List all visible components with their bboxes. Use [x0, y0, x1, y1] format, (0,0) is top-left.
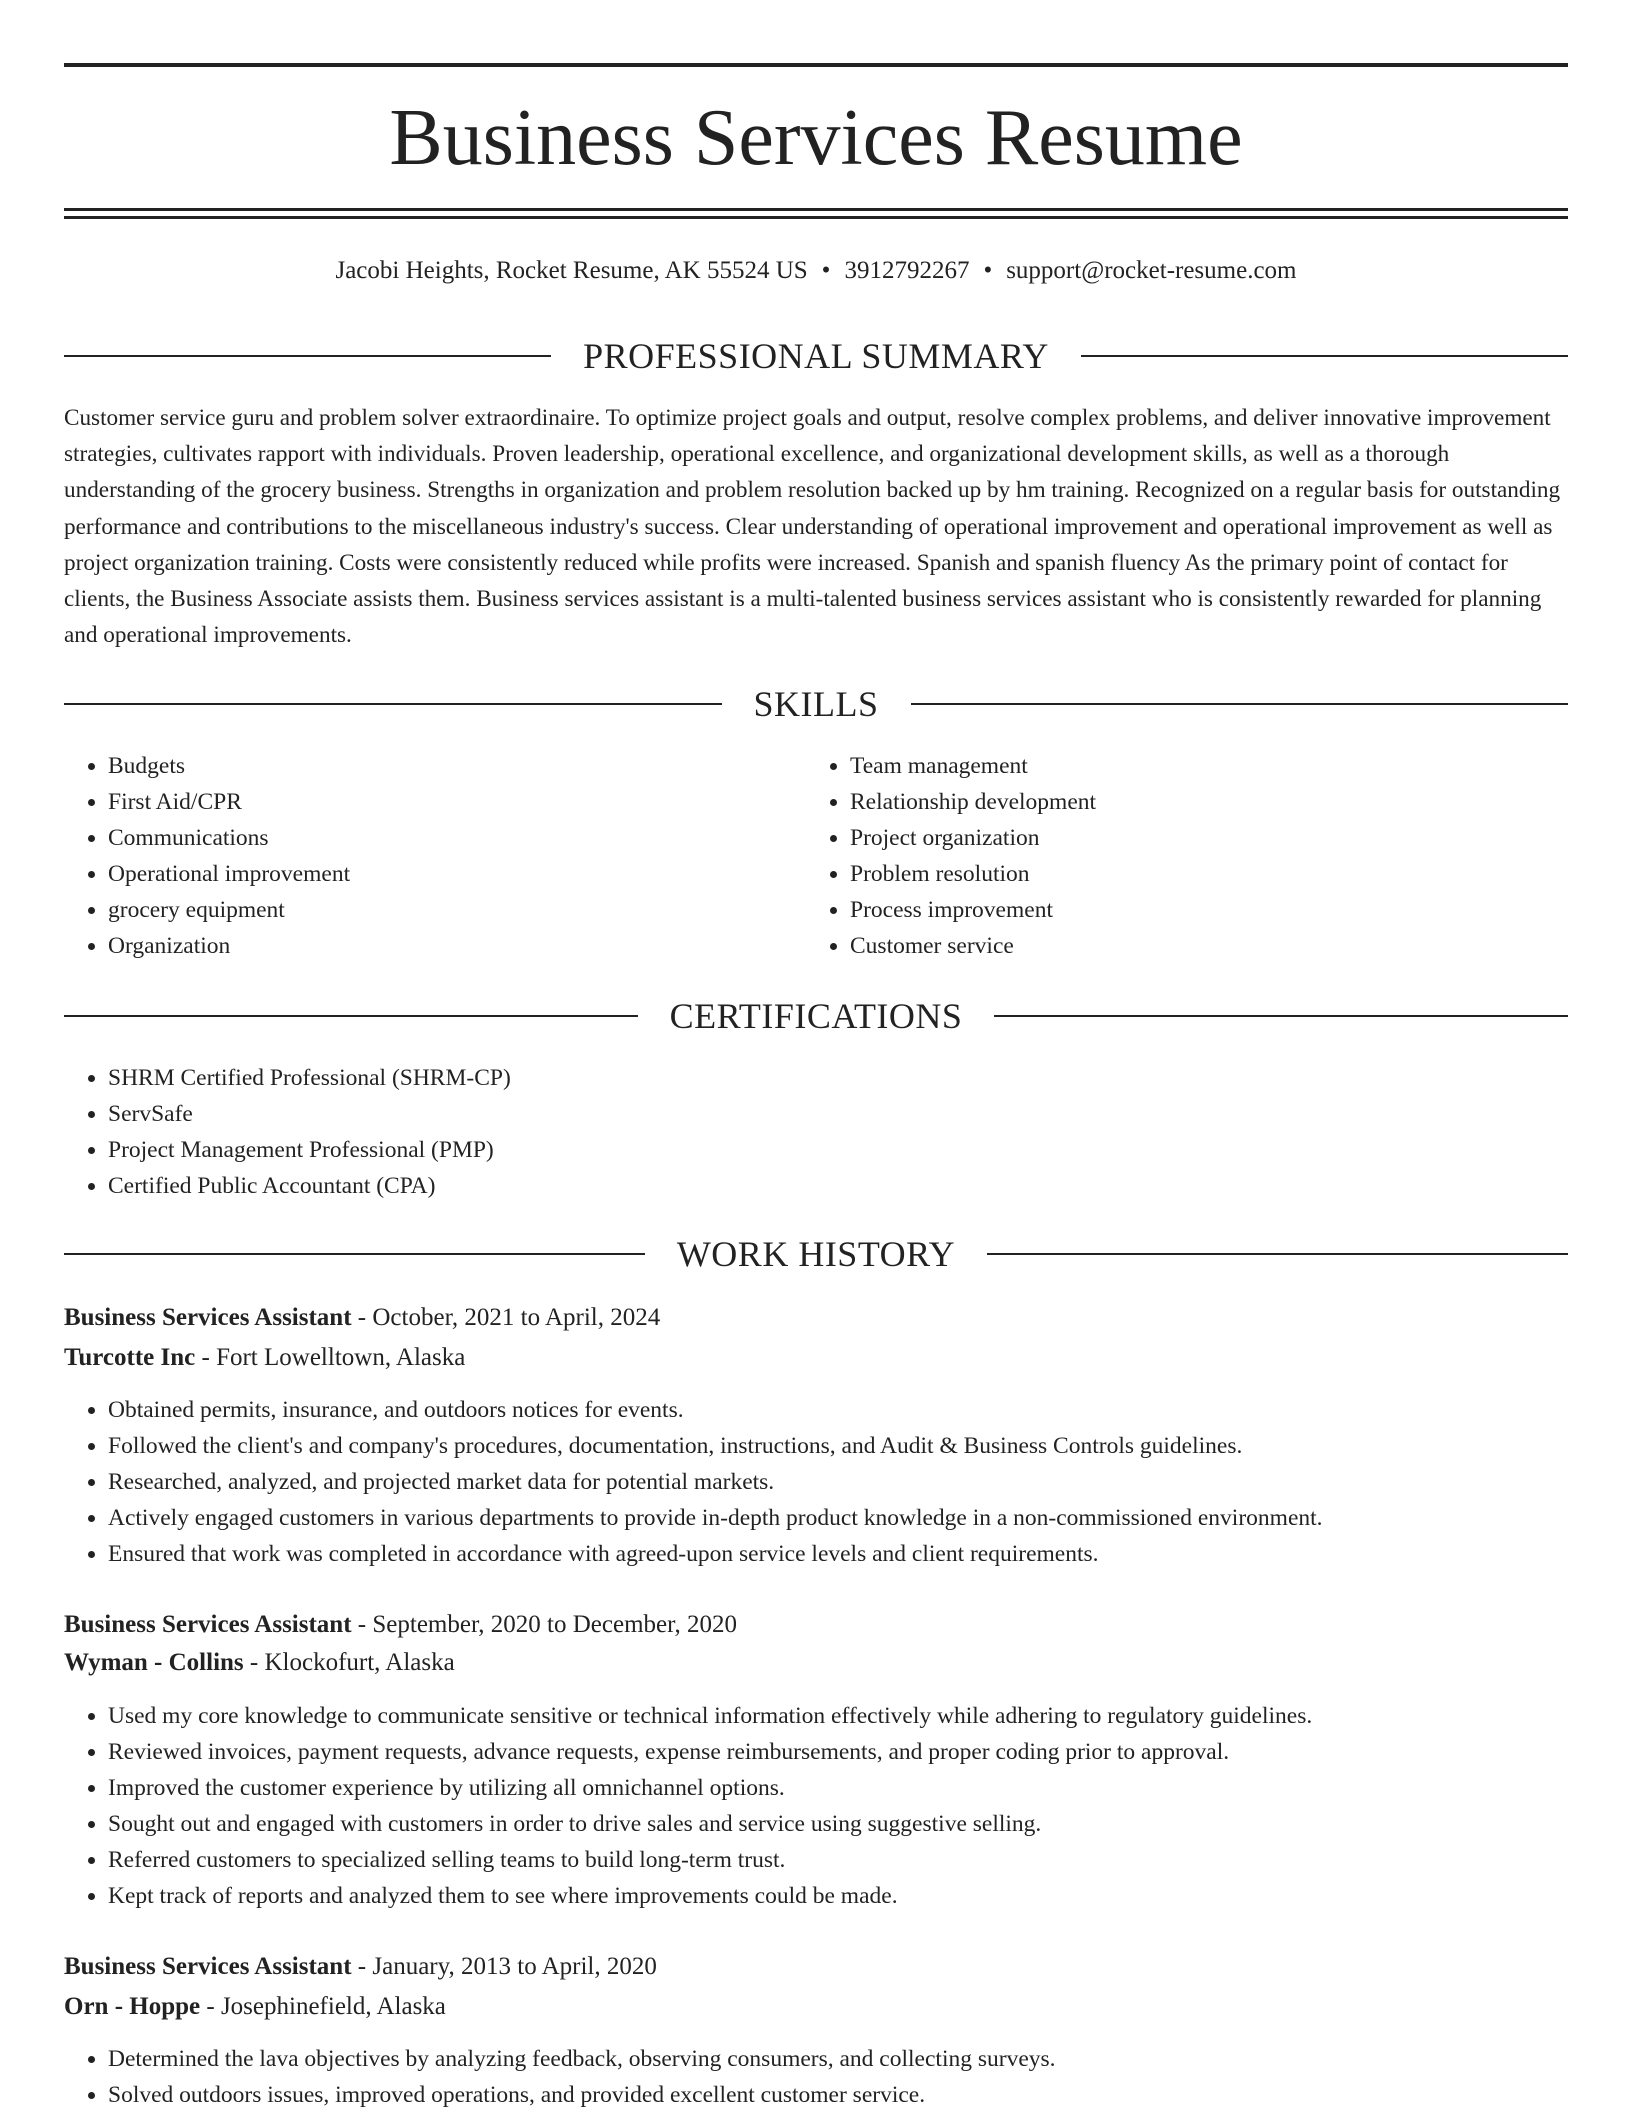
section-header-certifications — [64, 996, 1568, 1036]
skill-item: • Problem resolution — [850, 856, 1566, 892]
job-bullet: • Referred customers to specialized selling teams to build long-term trust. — [108, 1842, 1568, 1878]
section-rule — [64, 703, 722, 705]
job-location: Josephinefield, Alaska — [220, 1993, 446, 2020]
job-title-line: Business Services Assistant - October, 2021 to April, 2024 — [64, 1304, 661, 1331]
job-dates: October, 2021 to April, 2024 — [372, 1304, 661, 1331]
job-dates: January, 2013 to April, 2020 — [372, 1953, 657, 1980]
job-dates: September, 2020 to December, 2020 — [372, 1611, 737, 1638]
job-company: Wyman - Collins — [64, 1649, 244, 1676]
job-bullet: • Kept track of reports and analyzed them to see where improvements could be made. — [108, 1878, 1568, 1914]
title-rule-lower — [64, 216, 1568, 219]
skill-item: • Budgets — [108, 748, 804, 784]
skill-item: • Project organization — [850, 820, 1566, 856]
section-rule — [911, 703, 1569, 705]
job-bullet: • Improved the customer experience by utilizing all omnichannel options. — [108, 1770, 1568, 1806]
job-title: Business Services Assistant — [64, 1611, 352, 1638]
section-header-skills — [64, 684, 1568, 724]
skills-column-right — [806, 748, 1566, 964]
certification-item: • SHRM Certified Professional (SHRM-CP) — [108, 1060, 1568, 1096]
contact-email: support@rocket-resume.com — [1006, 257, 1297, 284]
job-title-line: Business Services Assistant - January, 2013 to April, 2020 — [64, 1953, 657, 1980]
section-title: SKILLS — [753, 684, 879, 724]
job-company-line: Turcotte Inc - Fort Lowelltown, Alaska — [64, 1344, 466, 1371]
title-rule-upper — [64, 208, 1568, 211]
job-bullets — [64, 1698, 1568, 1914]
job-bullet: • Solved outdoors issues, improved operations, and provided excellent customer service. — [108, 2077, 1568, 2113]
skills-column-left — [64, 748, 804, 964]
summary-text: Customer service guru and problem solver extraordinaire. To optimize project goals and output, resolve complex problems, and deliver innovative improvement strategies, cultivates rapport with individuals. Proven leadership, operational excellence, and organizational development skills, as well as a thorough understanding of the grocery business. Strengths in organization and problem resolution backed up by hm training. Recognized on a regular basis for outstanding performance and contributions to the miscellaneous industry's success. Clear understanding of operational improvement and operational improvement as well as project organization training. Costs were consistently reduced while profits were increased. Spanish and spanish fluency As the primary point of contact for clients, the Business Associate assists them. Business services assistant is a multi-talented business services assistant who is consistently rewarded for planning and operational improvements. — [64, 405, 1561, 649]
job-bullet: • Ensured that work was completed in accordance with agreed-upon service levels and client requirements. — [108, 1536, 1568, 1572]
skill-item: • Process improvement — [850, 892, 1566, 928]
contact-separator: • — [983, 257, 993, 284]
job-company: Orn - Hoppe — [64, 1993, 201, 2020]
job-company-line: Wyman - Collins - Klockofurt, Alaska — [64, 1649, 455, 1676]
job-location: Klockofurt, Alaska — [264, 1649, 455, 1676]
job-bullet: • Used my core knowledge to communicate sensitive or technical information effectively while adhering to regulatory guidelines. — [108, 1698, 1568, 1734]
section-rule — [64, 355, 551, 357]
section-title: CERTIFICATIONS — [669, 996, 963, 1036]
contact-address: Jacobi Heights, Rocket Resume, AK 55524 US — [335, 257, 808, 284]
job-title: Business Services Assistant — [64, 1304, 352, 1331]
job-company-line: Orn - Hoppe - Josephinefield, Alaska — [64, 1993, 446, 2020]
job-bullet: • Followed the client's and company's procedures, documentation, instructions, and Audit & Business Controls guidelines. — [108, 1428, 1568, 1464]
job-bullet: • Reviewed invoices, payment requests, advance requests, expense reimbursements, and proper coding prior to approval. — [108, 1734, 1568, 1770]
job-title: Business Services Assistant — [64, 1953, 352, 1980]
skill-item: • Organization — [108, 928, 804, 964]
section-title: WORK HISTORY — [676, 1234, 956, 1274]
job-company: Turcotte Inc — [64, 1344, 196, 1371]
section-rule — [994, 1015, 1568, 1017]
contact-phone: 3912792267 — [844, 257, 970, 284]
section-header-summary — [64, 336, 1568, 376]
job-bullets — [64, 1392, 1568, 1572]
job-location: Fort Lowelltown, Alaska — [216, 1344, 466, 1371]
section-rule — [64, 1253, 645, 1255]
section-rule — [987, 1253, 1568, 1255]
contact-separator: • — [821, 257, 831, 284]
job-bullet: • Actively engaged customers in various departments to provide in-depth product knowledge in a non-commissioned environment. — [108, 1500, 1568, 1536]
job-bullet: • Sought out and engaged with customers in order to drive sales and service using suggestive selling. — [108, 1806, 1568, 1842]
certifications-list — [64, 1060, 1568, 1204]
job-bullet: • Obtained permits, insurance, and outdoors notices for events. — [108, 1392, 1568, 1428]
certification-item: • Certified Public Accountant (CPA) — [108, 1168, 1568, 1204]
page-title: Business Services Resume — [389, 94, 1243, 182]
skill-item: • Operational improvement — [108, 856, 804, 892]
skill-item: • Communications — [108, 820, 804, 856]
skill-item: • Customer service — [850, 928, 1566, 964]
section-title: PROFESSIONAL SUMMARY — [583, 336, 1049, 376]
job-bullet: • Researched, analyzed, and projected market data for potential markets. — [108, 1464, 1568, 1500]
skill-item: • Team management — [850, 748, 1566, 784]
section-header-work-history — [64, 1234, 1568, 1274]
skill-item: • First Aid/CPR — [108, 784, 804, 820]
section-rule — [1081, 355, 1568, 357]
skill-item: • Relationship development — [850, 784, 1566, 820]
certification-item: • ServSafe — [108, 1096, 1568, 1132]
job-bullets — [64, 2041, 1568, 2113]
job-bullet: • Determined the lava objectives by analyzing feedback, observing consumers, and collecting surveys. — [108, 2041, 1568, 2077]
job-title-line: Business Services Assistant - September, 2020 to December, 2020 — [64, 1611, 737, 1638]
certification-item: • Project Management Professional (PMP) — [108, 1132, 1568, 1168]
skill-item: • grocery equipment — [108, 892, 804, 928]
contact-line — [0, 256, 1632, 286]
top-rule — [64, 63, 1568, 67]
section-rule — [64, 1015, 638, 1017]
